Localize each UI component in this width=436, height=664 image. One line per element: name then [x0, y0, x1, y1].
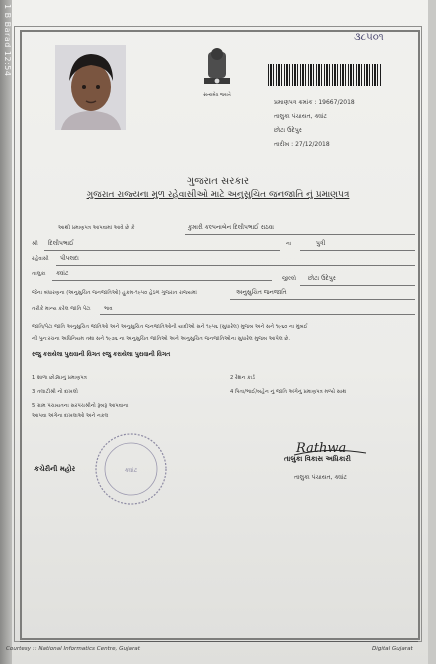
handwritten-number — [350, 30, 406, 42]
government-heading: ગુજરાત સરકાર — [186, 176, 250, 187]
certificate-title: ગુજરાત રાજ્યના મુળ રહેવાસીઓ માટે અનુસુચિત જનજાતિ નું પ્રમાણપત્ર — [86, 190, 350, 200]
district-value: છોટા ઉદેપુર — [308, 275, 336, 282]
proof-item-5: 5 ગ્રામ પંચાયતના સરપંચશ્રીનો રૂબરૂ આપવાના — [32, 403, 129, 409]
emblem-caption: સત્યમેવ જયતે — [203, 93, 231, 98]
village-label: રહેવાસી — [32, 256, 49, 262]
taluka-value: ક્વાંટ — [56, 270, 69, 277]
issue-date — [274, 141, 330, 149]
proof-heading: રજુ કરાયેલા પુરાવાની વિગત રજુ કરાયેલા પુરાવાની વિગત — [32, 351, 171, 358]
father-name: દિલીપભાઈ — [48, 240, 74, 247]
office-line1: તાલુકા પંચાયત, ક્વાંટ — [274, 113, 327, 120]
caste-value: ભાવ — [104, 306, 113, 312]
father-name-underline — [44, 250, 280, 251]
paragraph-line1: જાતિ/પેટા જાતિ અનુસુચિત જાતિઓ અને અનુસુચિત જનજાતિઓની યાદીઓ સને ૧૯૫૬ (સુધારેલ) મુજબ અને સને ૧૯૬૦ ના મુંબઈ — [32, 324, 308, 330]
signature-scrawl: Rathwa — [296, 441, 347, 456]
paragraph-line2: ની પુનઃરચના અધિનિયમ તથા સને ૧૯૭૬ ના અનુસુચિત જાતિઓ અને અનુસુચિત જનજાતિઓના સુધારેલ મુજબ આપેલ છે. — [32, 336, 291, 342]
seal-text: ક્વાંટ — [124, 467, 138, 474]
village-underline — [56, 265, 415, 266]
issue-date-label: તારીખ : — [274, 141, 294, 148]
order-text: જેના બંધારણના (અનુસુચિત જનજાતિઓ) હુકમ-૧૯૫૦ હેઠળ ગુજરાત રાજ્યમાં — [32, 290, 197, 296]
side-strip-text: 1 B Barad 12:54 — [3, 4, 12, 77]
handwritten-number-text: ૩૮૫૦૧ — [354, 32, 384, 42]
proof-item-1: 1 શાળા છોડ્યાનું પ્રમાણપત્ર — [32, 375, 87, 381]
applicant-photo — [55, 45, 126, 130]
issue-date-value: 27/12/2018 — [295, 141, 330, 148]
caste-label: તરીકે માન્ય કરેલ જાતિ પેટા — [32, 306, 91, 312]
footer-rule — [20, 641, 418, 642]
signatory-title: તાલુકા વિકાસ અધિકારી — [284, 455, 351, 463]
signatory-office: તાલુકા પંચાયત, ક્વાંટ — [294, 474, 347, 481]
proof-item-5-cont: આપવા અંગેના દાખલાઓ અને નકલ — [32, 413, 109, 419]
proof-item-2: 2 રેશન કાર્ડ — [230, 375, 255, 381]
order-underline — [230, 299, 415, 300]
order-value: અનુસુચિત જનજાતિ — [236, 289, 287, 296]
village-value: પીપલદા — [60, 255, 79, 262]
office-seal-label: કચેરીની મહોર — [34, 465, 76, 473]
certificate-number — [274, 99, 355, 107]
relation-value: પુત્રી — [316, 240, 326, 247]
proof-item-4: 4 પિતા/ભાઈ/બહેન નું જાતિ અંગેનું પ્રમાણપત્ર મળ્યે સાથ — [230, 389, 347, 395]
father-label: શ્રી — [32, 241, 38, 247]
office-line2: છોટા ઉદેપુર — [274, 127, 302, 134]
district-label: જીલ્લો — [282, 276, 297, 282]
district-underline — [300, 285, 415, 286]
certificate-number-label: પ્રમાણપત્ર ક્રમાંક : — [274, 99, 317, 106]
applicant-name: કુમારી કલ્પનાબેન દિલીપભાઈ રાઠવા — [188, 224, 274, 231]
footer-left: Courtesy :: National Informatics Centre, Gujarat — [6, 646, 140, 652]
certificate-number-value: 19667/2018 — [318, 99, 355, 106]
applicant-name-underline — [185, 234, 415, 235]
relation-underline — [300, 250, 415, 251]
footer-right: Digital Gujarat — [372, 646, 413, 652]
taluka-label: તાલુકા — [32, 271, 46, 277]
barcode — [268, 64, 382, 86]
taluka-underline — [52, 280, 272, 281]
left-edge-strip — [0, 0, 12, 664]
intro-label: આથી પ્રમાણપત્ર આપવામાં આવે છે કે — [58, 225, 135, 231]
national-emblem-icon — [196, 44, 238, 102]
office-seal-icon — [92, 430, 170, 508]
proof-item-3: 3 તલાટીશ્રી નો દાખલો — [32, 389, 78, 395]
relation-label: ના — [286, 241, 292, 247]
caste-underline — [100, 314, 415, 315]
